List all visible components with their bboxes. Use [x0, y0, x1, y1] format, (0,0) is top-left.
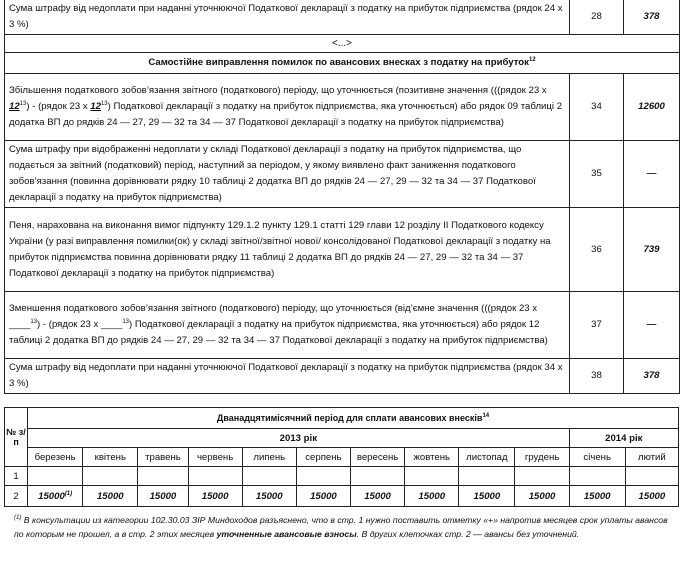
month-header: липень	[242, 448, 296, 467]
line-number: 28	[570, 0, 624, 35]
month-header: жовтень	[405, 448, 459, 467]
filled-value: 12	[9, 101, 20, 112]
empty-cell	[350, 467, 404, 486]
declaration-table	[4, 0, 680, 394]
text-part: ) - (рядок 23 х	[26, 101, 91, 112]
line-number: 37	[570, 292, 624, 359]
text-part: ) Податкової декларації з податку на прибуток підприємства, яка уточнюється) або рядок 12 таблиці 2 додатка ВП до рядків 24 — 27, 29 — 32 та 34 — 37 Податкової декларації з податку на прибуток підприємства)	[9, 319, 548, 346]
value-cell: 15000	[515, 486, 569, 507]
value-cell: 15000	[459, 486, 515, 507]
value-cell: 15000	[242, 486, 296, 507]
empty-cell	[138, 467, 188, 486]
table-row	[5, 292, 680, 359]
line-value: —	[624, 292, 680, 359]
text-part: ) Податкової декларації з податку на прибуток підприємства, яка уточнюється) або рядок 09 таблиці 2 додатка ВП до рядків 24 — 27, 29 — 32 та 34 — 37 Податкової декларації з податку на прибуток підприємства)	[9, 101, 563, 128]
value-cell: 15000	[625, 486, 678, 507]
line-number: 35	[570, 141, 624, 208]
footnote-text: В консультации из категории 102.30.03 ЗІР Миндоходов разъяснено, что в стр. 1 нужно поставить отметку «+» напротив месяцев срок уплаты авансов по которым не прошел, а в стр. 2 этих месяцев	[14, 515, 668, 539]
months-row	[5, 448, 679, 467]
footnote-text: . В других клеточках стр. 2 — авансы без уточнений.	[356, 529, 580, 539]
month-header: грудень	[515, 448, 569, 467]
month-header: травень	[138, 448, 188, 467]
footnote-ref: 14	[482, 413, 490, 419]
footnote-marker: (1)	[14, 515, 22, 522]
row-text: Сума штрафу від недоплати при наданні уточнюючої Податкової декларації з податку на прибуток підприємства (рядок 34 х 3 %)	[5, 359, 570, 394]
row-number: 1	[5, 467, 28, 486]
line-number: 38	[570, 359, 624, 394]
filled-value: 12	[90, 101, 101, 112]
footnote-emphasis: уточненные авансовые взносы	[216, 529, 357, 539]
text-part: ) - (рядок 23 х ____	[37, 319, 123, 330]
table-row	[5, 467, 679, 486]
value-cell	[28, 486, 83, 507]
line-value: —	[624, 141, 680, 208]
year-2014: 2014 рік	[569, 429, 678, 448]
value-text: 15000	[38, 490, 65, 502]
empty-cell	[296, 467, 350, 486]
section-row	[5, 53, 680, 74]
empty-cell	[405, 467, 459, 486]
footnote	[14, 513, 674, 541]
value-cell: 15000	[83, 486, 138, 507]
value-cell: 15000	[296, 486, 350, 507]
table-row	[5, 141, 680, 208]
month-header: квітень	[83, 448, 138, 467]
line-value: 378	[624, 0, 680, 35]
table-row	[5, 486, 679, 507]
ellipsis: <...>	[5, 35, 680, 53]
num-header: № з/п	[5, 408, 28, 467]
table-row	[5, 208, 680, 292]
empty-cell	[83, 467, 138, 486]
empty-cell	[188, 467, 242, 486]
month-header: березень	[28, 448, 83, 467]
section-title	[5, 53, 680, 74]
month-header: червень	[188, 448, 242, 467]
footnote-ref: 12	[528, 56, 536, 63]
period-title	[28, 408, 679, 429]
month-header: вересень	[350, 448, 404, 467]
empty-cell	[242, 467, 296, 486]
empty-cell	[569, 467, 625, 486]
line-number: 34	[570, 74, 624, 141]
year-row	[5, 429, 679, 448]
month-header: листопад	[459, 448, 515, 467]
section-title-text: Самостійне виправлення помилок по авансових внесках з податку на прибуток	[148, 57, 529, 68]
row-text: Сума штрафу від недоплати при наданні уточнюючої Податкової декларації з податку на прибуток підприємства (рядок 24 х 3 %)	[5, 0, 570, 35]
line-number: 36	[570, 208, 624, 292]
month-header: лютий	[625, 448, 678, 467]
year-2013: 2013 рік	[28, 429, 570, 448]
row-text: Пеня, нарахована на виконання вимог підпункту 129.1.2 пункту 129.1 статті 129 глави 12 розділу ІІ Податкового кодексу України (у разі виправлення помилки(ок) у складі звітної/звітної нової/ консолідованої Податкової декларації з податку на прибуток підприємства повинна дорівнювати рядку 11 таблиці 2 додатка ВП до рядків 24 — 27, 29 — 32 та 34 — 37 Податкової декларації з податку на прибуток підприємства)	[5, 208, 570, 292]
line-value: 378	[624, 359, 680, 394]
table-row	[5, 74, 680, 141]
value-cell: 15000	[569, 486, 625, 507]
row-text	[5, 74, 570, 141]
footnote-ref: 13	[19, 100, 27, 107]
empty-cell	[625, 467, 678, 486]
row-text: Сума штрафу при відображенні недоплати у складі Податкової декларації з податку на прибуток підприємства, що подається за звітний (податковий) період, наступний за періодом, у якому виявлено факт заниження податкового зобов’язання (повинна дорівнювати рядку 10 таблиці 2 додатка ВП до рядків 24 — 27, 29 — 32 та 34 — 37 Податкової декларації з податку на прибуток підприємства)	[5, 141, 570, 208]
line-value: 739	[624, 208, 680, 292]
row-number: 2	[5, 486, 28, 507]
month-header: серпень	[296, 448, 350, 467]
footnote-ref: 13	[122, 318, 129, 325]
value-cell: 15000	[188, 486, 242, 507]
empty-cell	[28, 467, 83, 486]
footnote-ref: 13	[100, 100, 108, 107]
ellipsis-row	[5, 35, 680, 53]
row-text	[5, 292, 570, 359]
table-row	[5, 359, 680, 394]
value-cell: 15000	[405, 486, 459, 507]
text-part: Збільшення податкового зобов’язання звітного (податкового) періоду, що уточнюється (позитивне значення (((рядок 23 х	[9, 85, 547, 96]
header-row	[5, 408, 679, 429]
period-title-text: Дванадцятимісячний період для сплати авансових внесків	[216, 413, 483, 423]
empty-cell	[459, 467, 515, 486]
month-header: січень	[569, 448, 625, 467]
empty-cell	[515, 467, 569, 486]
value-cell: 15000	[350, 486, 404, 507]
value-cell: 15000	[138, 486, 188, 507]
footnote-ref: 13	[30, 318, 38, 325]
table-row	[5, 0, 680, 35]
line-value: 12600	[624, 74, 680, 141]
text-part: Зменшення податкового зобов’язання звітного (податкового) періоду, що уточнюється (від’ємне значення (((рядок 23 х ____	[9, 303, 538, 330]
advance-payments-table	[4, 407, 679, 507]
footnote-ref: (1)	[64, 490, 73, 497]
